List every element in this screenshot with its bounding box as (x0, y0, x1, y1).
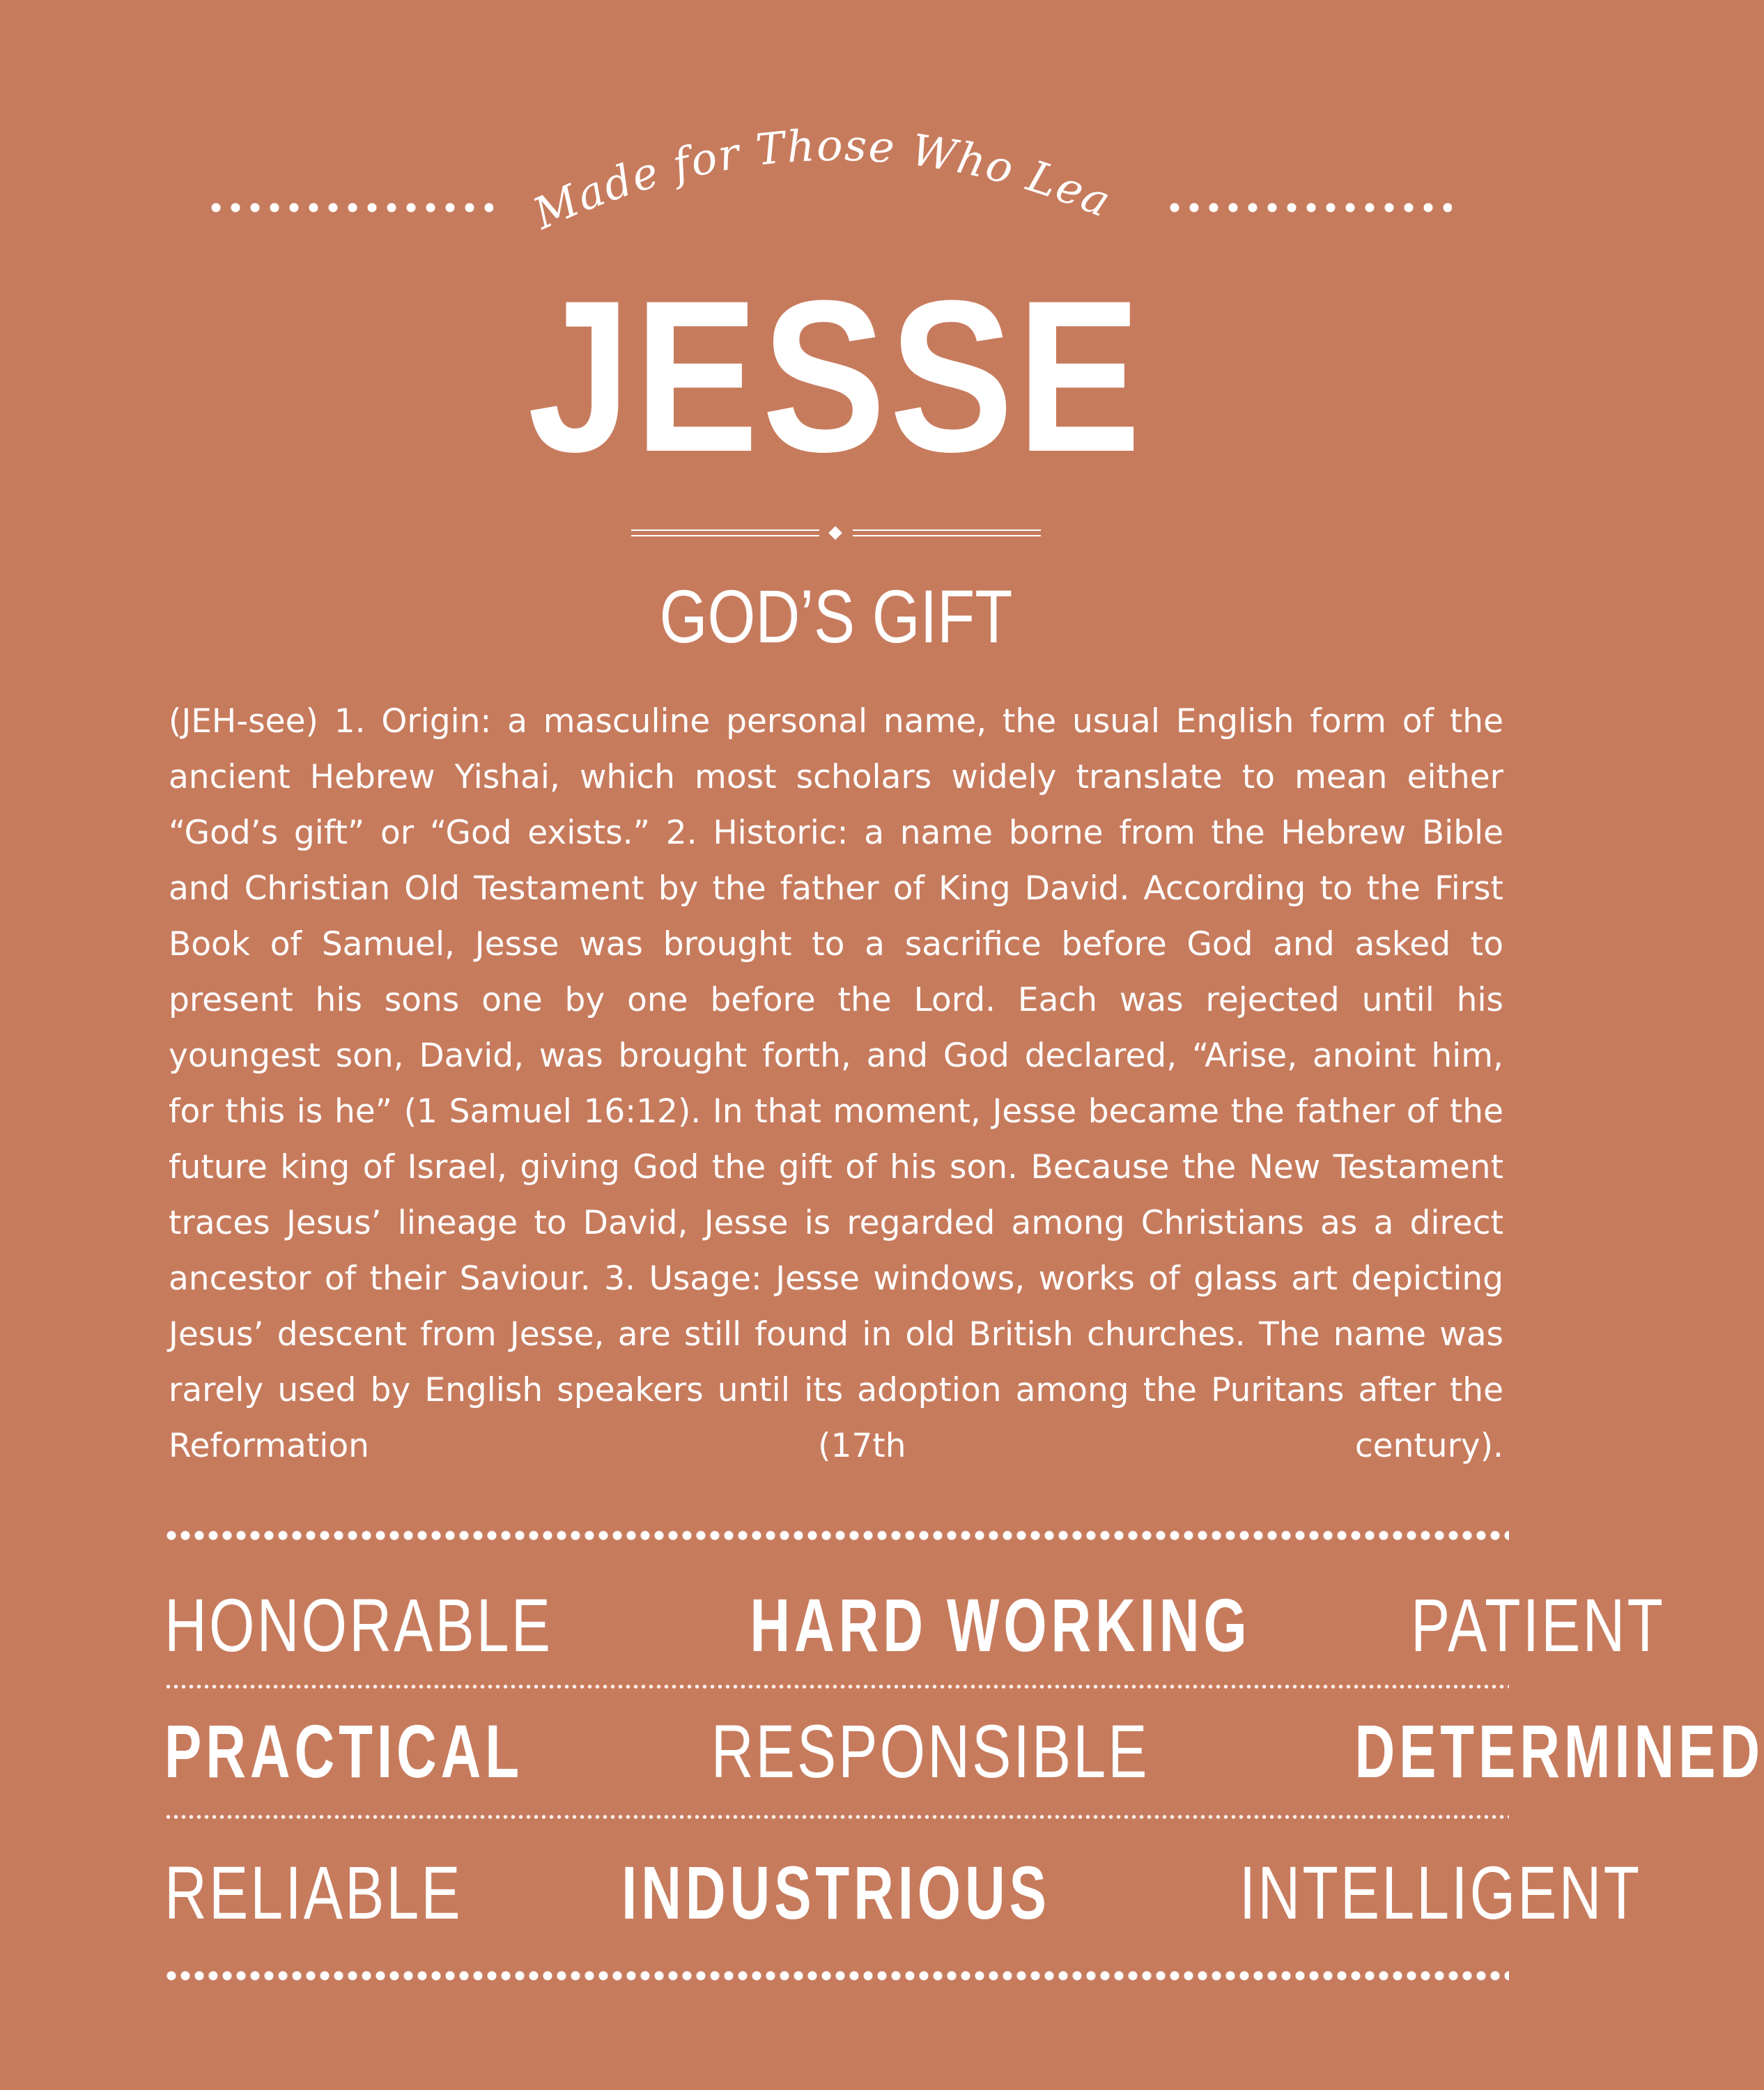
name-title: JESSE (527, 255, 1145, 497)
trait-word: RESPONSIBLE (711, 1709, 1150, 1793)
tagline-arc (515, 64, 1143, 244)
divider-diamond-icon (828, 526, 842, 540)
dotted-divider-top (164, 1530, 1509, 1541)
trait-word: HONORABLE (164, 1583, 553, 1667)
dotted-divider-traits-1 (164, 1685, 1509, 1689)
name-meaning: GOD’S GIFT (659, 574, 1013, 658)
dotted-divider-traits-2 (164, 1815, 1509, 1819)
divider-rule-right (853, 529, 1041, 536)
name-description: (JEH-see) 1. Origin: a masculine personal name, the usual English form of the ancient Hebrew Yishai, which most scholars widely translate to mean either “God’s gift” or “God exists.” 2. Historic: a name borne from the Hebrew Bible and Christian Old Testament by the father of King David. According to the First Book of Samuel, Jesse was brought to a sacrifice before God and asked to present his sons one by one before the Lord. Each was rejected until his youngest son, David, was brought forth, and God declared, “Arise, anoint him, for this is he” (1 Samuel 16:12). In that moment, Jesse became the father of the future king of Israel, giving God the gift of his son. Because the New Testament traces Jesus’ lineage to David, Jesse is regarded among Christians as a direct ancestor of their Saviour. 3. Usage: Jesse windows, works of glass art depicting Jesus’ descent from Jesse, are still found in old British churches. The name was rarely used by English speakers until its adoption among the Puritans after the Reformation (17th century). (169, 702, 1503, 1465)
trait-word: PRACTICAL (164, 1709, 524, 1793)
divider-rule-left (631, 529, 819, 536)
dotted-divider-bottom (164, 1970, 1509, 1981)
trait-row-3 (164, 1844, 1642, 1942)
trait-word: RELIABLE (164, 1850, 463, 1935)
tagline-text (515, 64, 1119, 240)
trait-row-1 (164, 1577, 1666, 1674)
trait-row-2 (164, 1703, 1764, 1800)
trait-word: DETERMINED (1354, 1709, 1764, 1793)
trait-word: INDUSTRIOUS (621, 1850, 1051, 1935)
trait-word: HARD WORKING (750, 1583, 1251, 1667)
name-divider (631, 528, 1041, 539)
tagline-dots-right (1165, 202, 1452, 213)
trait-word: INTELLIGENT (1239, 1850, 1642, 1935)
tagline-text-path: Made for Those Who Lead (515, 64, 1119, 240)
tagline-dots-left (206, 202, 493, 213)
trait-word: PATIENT (1411, 1583, 1666, 1667)
tagline-banner (0, 64, 1672, 244)
